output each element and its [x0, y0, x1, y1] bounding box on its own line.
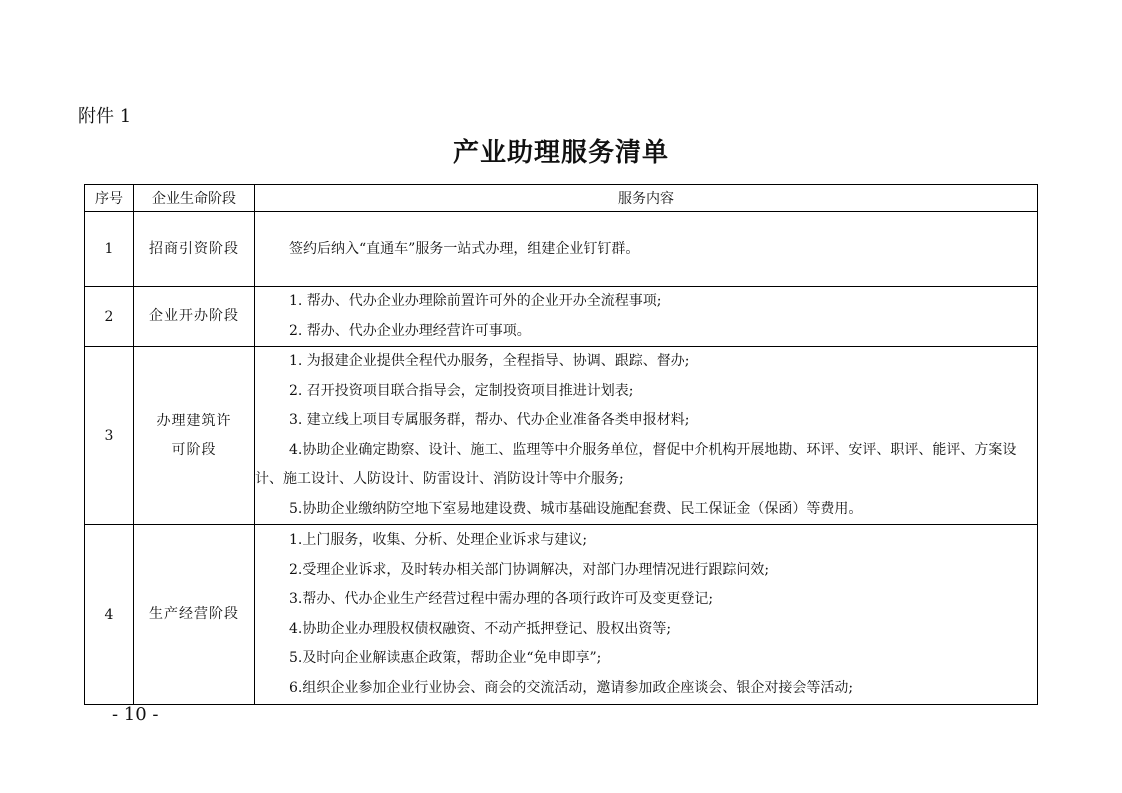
row-number: 3: [85, 347, 134, 525]
service-item: 5.及时向企业解读惠企政策，帮助企业“免申即享”;: [289, 650, 602, 666]
row-stage: 企业开办阶段: [134, 287, 255, 347]
row-content: [255, 525, 1038, 705]
service-item: 1. 为报建企业提供全程代办服务，全程指导、协调、跟踪、督办;: [289, 353, 690, 369]
row-number: 1: [85, 212, 134, 287]
row-number: 4: [85, 525, 134, 705]
service-table: [84, 184, 1038, 705]
table-header-row: [85, 185, 1038, 212]
row-stage: 招商引资阶段: [134, 212, 255, 287]
service-item: 签约后纳入“直通车”服务一站式办理，组建企业钉钉群。: [289, 240, 640, 257]
service-item: 4.协助企业办理股权债权融资、不动产抵押登记、股权出资等;: [289, 620, 672, 637]
service-item: 1. 帮办、代办企业办理除前置许可外的企业开办全流程事项;: [289, 293, 662, 309]
table-row: [85, 287, 1038, 347]
service-item: 1.上门服务，收集、分析、处理企业诉求与建议;: [289, 532, 588, 548]
service-item: 3.帮办、代办企业生产经营过程中需办理的各项行政许可及变更登记;: [289, 591, 714, 607]
service-item: 2.受理企业诉求，及时转办相关部门协调解决，对部门办理情况进行跟踪问效;: [289, 561, 770, 578]
header-stage: 企业生命阶段: [134, 185, 255, 212]
service-item: 2. 帮办、代办企业办理经营许可事项。: [289, 322, 531, 339]
row-number: 2: [85, 287, 134, 347]
row-content: [255, 347, 1038, 525]
header-number: 序号: [85, 185, 134, 212]
row-content: [255, 287, 1038, 347]
row-content: [255, 212, 1038, 287]
service-item: 2. 召开投资项目联合指导会，定制投资项目推进计划表;: [289, 382, 634, 399]
table-row: [85, 347, 1038, 525]
row-stage: 办理建筑许可阶段: [134, 347, 255, 525]
service-item: 3. 建立线上项目专属服务群，帮办、代办企业准备各类申报材料;: [289, 412, 690, 428]
page-number: - 10 -: [112, 704, 159, 725]
service-item: 4.协助企业确定勘察、设计、施工、监理等中介服务单位，督促中介机构开展地勘、环评、安评、职评、能评、方案设计、施工设计、人防设计、防雷设计、消防设计等中介服务;: [255, 441, 1017, 487]
header-content: 服务内容: [255, 185, 1038, 212]
attachment-label: 附件 1: [78, 106, 132, 127]
document-title: 产业助理服务清单: [452, 138, 669, 168]
service-item: 5.协助企业缴纳防空地下室易地建设费、城市基础设施配套费、民工保证金（保函）等费用。: [289, 500, 863, 517]
table-row: [85, 525, 1038, 705]
row-stage: 生产经营阶段: [134, 525, 255, 705]
service-item: 6.组织企业参加企业行业协会、商会的交流活动，邀请参加政企座谈会、银企对接会等活动;: [289, 679, 854, 696]
table-row: [85, 212, 1038, 287]
